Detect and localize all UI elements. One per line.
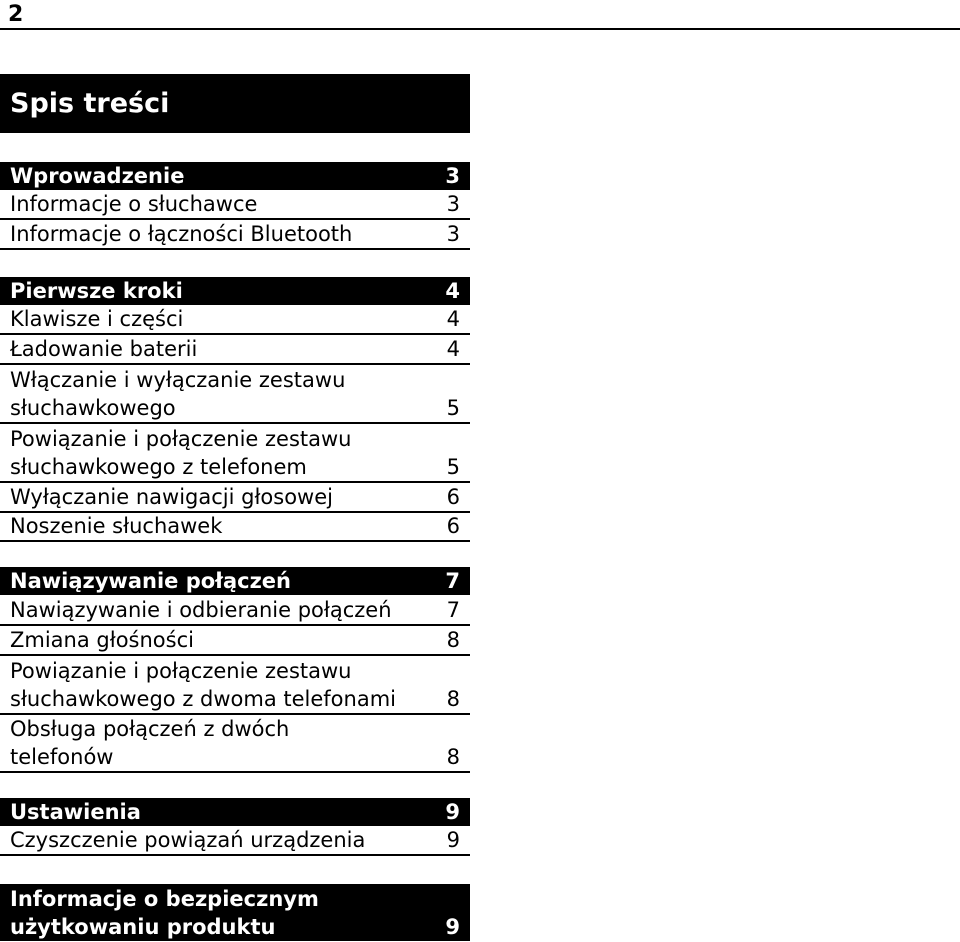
toc-entry-label: Informacje o łączności Bluetooth [10,222,353,246]
toc-entry[interactable] [0,337,470,365]
toc-entry-page: 9 [446,828,460,852]
page-number: 2 [8,2,24,27]
toc-entry-label: Zmiana głośności [10,628,194,652]
toc-section-heading[interactable] [0,567,470,595]
toc-section-page: 3 [445,164,460,188]
toc-entry-label: Noszenie słuchawek [10,514,223,538]
toc-entry[interactable] [0,307,470,335]
toc-entry[interactable] [0,426,470,483]
toc-title-bar [0,74,470,133]
toc-entry[interactable] [0,598,470,626]
toc-entry-label: Powiązanie i połączenie zestawu słuchawkowego z dwoma telefonami [10,659,396,711]
toc-section-page: 4 [445,279,460,303]
toc-entry-page: 7 [446,598,460,622]
toc-section-label: Pierwsze kroki [10,279,183,303]
toc-entry-page: 8 [446,687,460,711]
toc-section-heading[interactable] [0,884,470,941]
toc-section-heading[interactable] [0,162,470,190]
toc-section-heading[interactable] [0,798,470,826]
toc-entry-label: Wyłączanie nawigacji głosowej [10,485,333,509]
toc-section-label: Informacje o bezpiecznym użytkowaniu produktu [10,887,319,939]
toc-entry-page: 8 [446,745,460,769]
toc-entry-label: Ładowanie baterii [10,337,198,361]
toc-entry-label: Informacje o słuchawce [10,192,258,216]
toc-entry-page: 3 [446,222,460,246]
toc-entry[interactable] [0,514,470,542]
toc-section-page: 7 [445,569,460,593]
toc-entry-page: 8 [446,628,460,652]
toc-entry-page: 3 [446,192,460,216]
toc-entry[interactable] [0,828,470,856]
toc-entry[interactable] [0,628,470,656]
toc-section-page: 9 [445,800,460,824]
toc-entry[interactable] [0,485,470,513]
toc-entry[interactable] [0,658,470,715]
toc-entry-page: 6 [446,485,460,509]
toc-entry[interactable] [0,367,470,424]
toc-entry-label: Klawisze i części [10,307,184,331]
toc-entry-label: Obsługa połączeń z dwóch telefonów [10,717,290,769]
toc-entry-page: 4 [446,307,460,331]
toc-entry-page: 5 [446,455,460,479]
toc-entry-page: 4 [446,337,460,361]
toc-title: Spis treści [10,88,170,119]
toc-section-label: Ustawienia [10,800,141,824]
top-rule [0,28,960,30]
toc-section-heading[interactable] [0,277,470,305]
toc-entry[interactable] [0,222,470,250]
toc-entry-label: Nawiązywanie i odbieranie połączeń [10,598,392,622]
toc-section-page: 9 [445,915,460,939]
toc-entry-label: Powiązanie i połączenie zestawu słuchawkowego z telefonem [10,427,352,479]
toc-entry[interactable] [0,716,470,773]
toc-entry-page: 6 [446,514,460,538]
toc-entry-page: 5 [446,396,460,420]
toc-entry[interactable] [0,192,470,220]
toc-section-label: Nawiązywanie połączeń [10,569,291,593]
toc-entry-label: Włączanie i wyłączanie zestawu słuchawkowego [10,368,346,420]
toc-entry-label: Czyszczenie powiązań urządzenia [10,828,366,852]
toc-section-label: Wprowadzenie [10,164,185,188]
